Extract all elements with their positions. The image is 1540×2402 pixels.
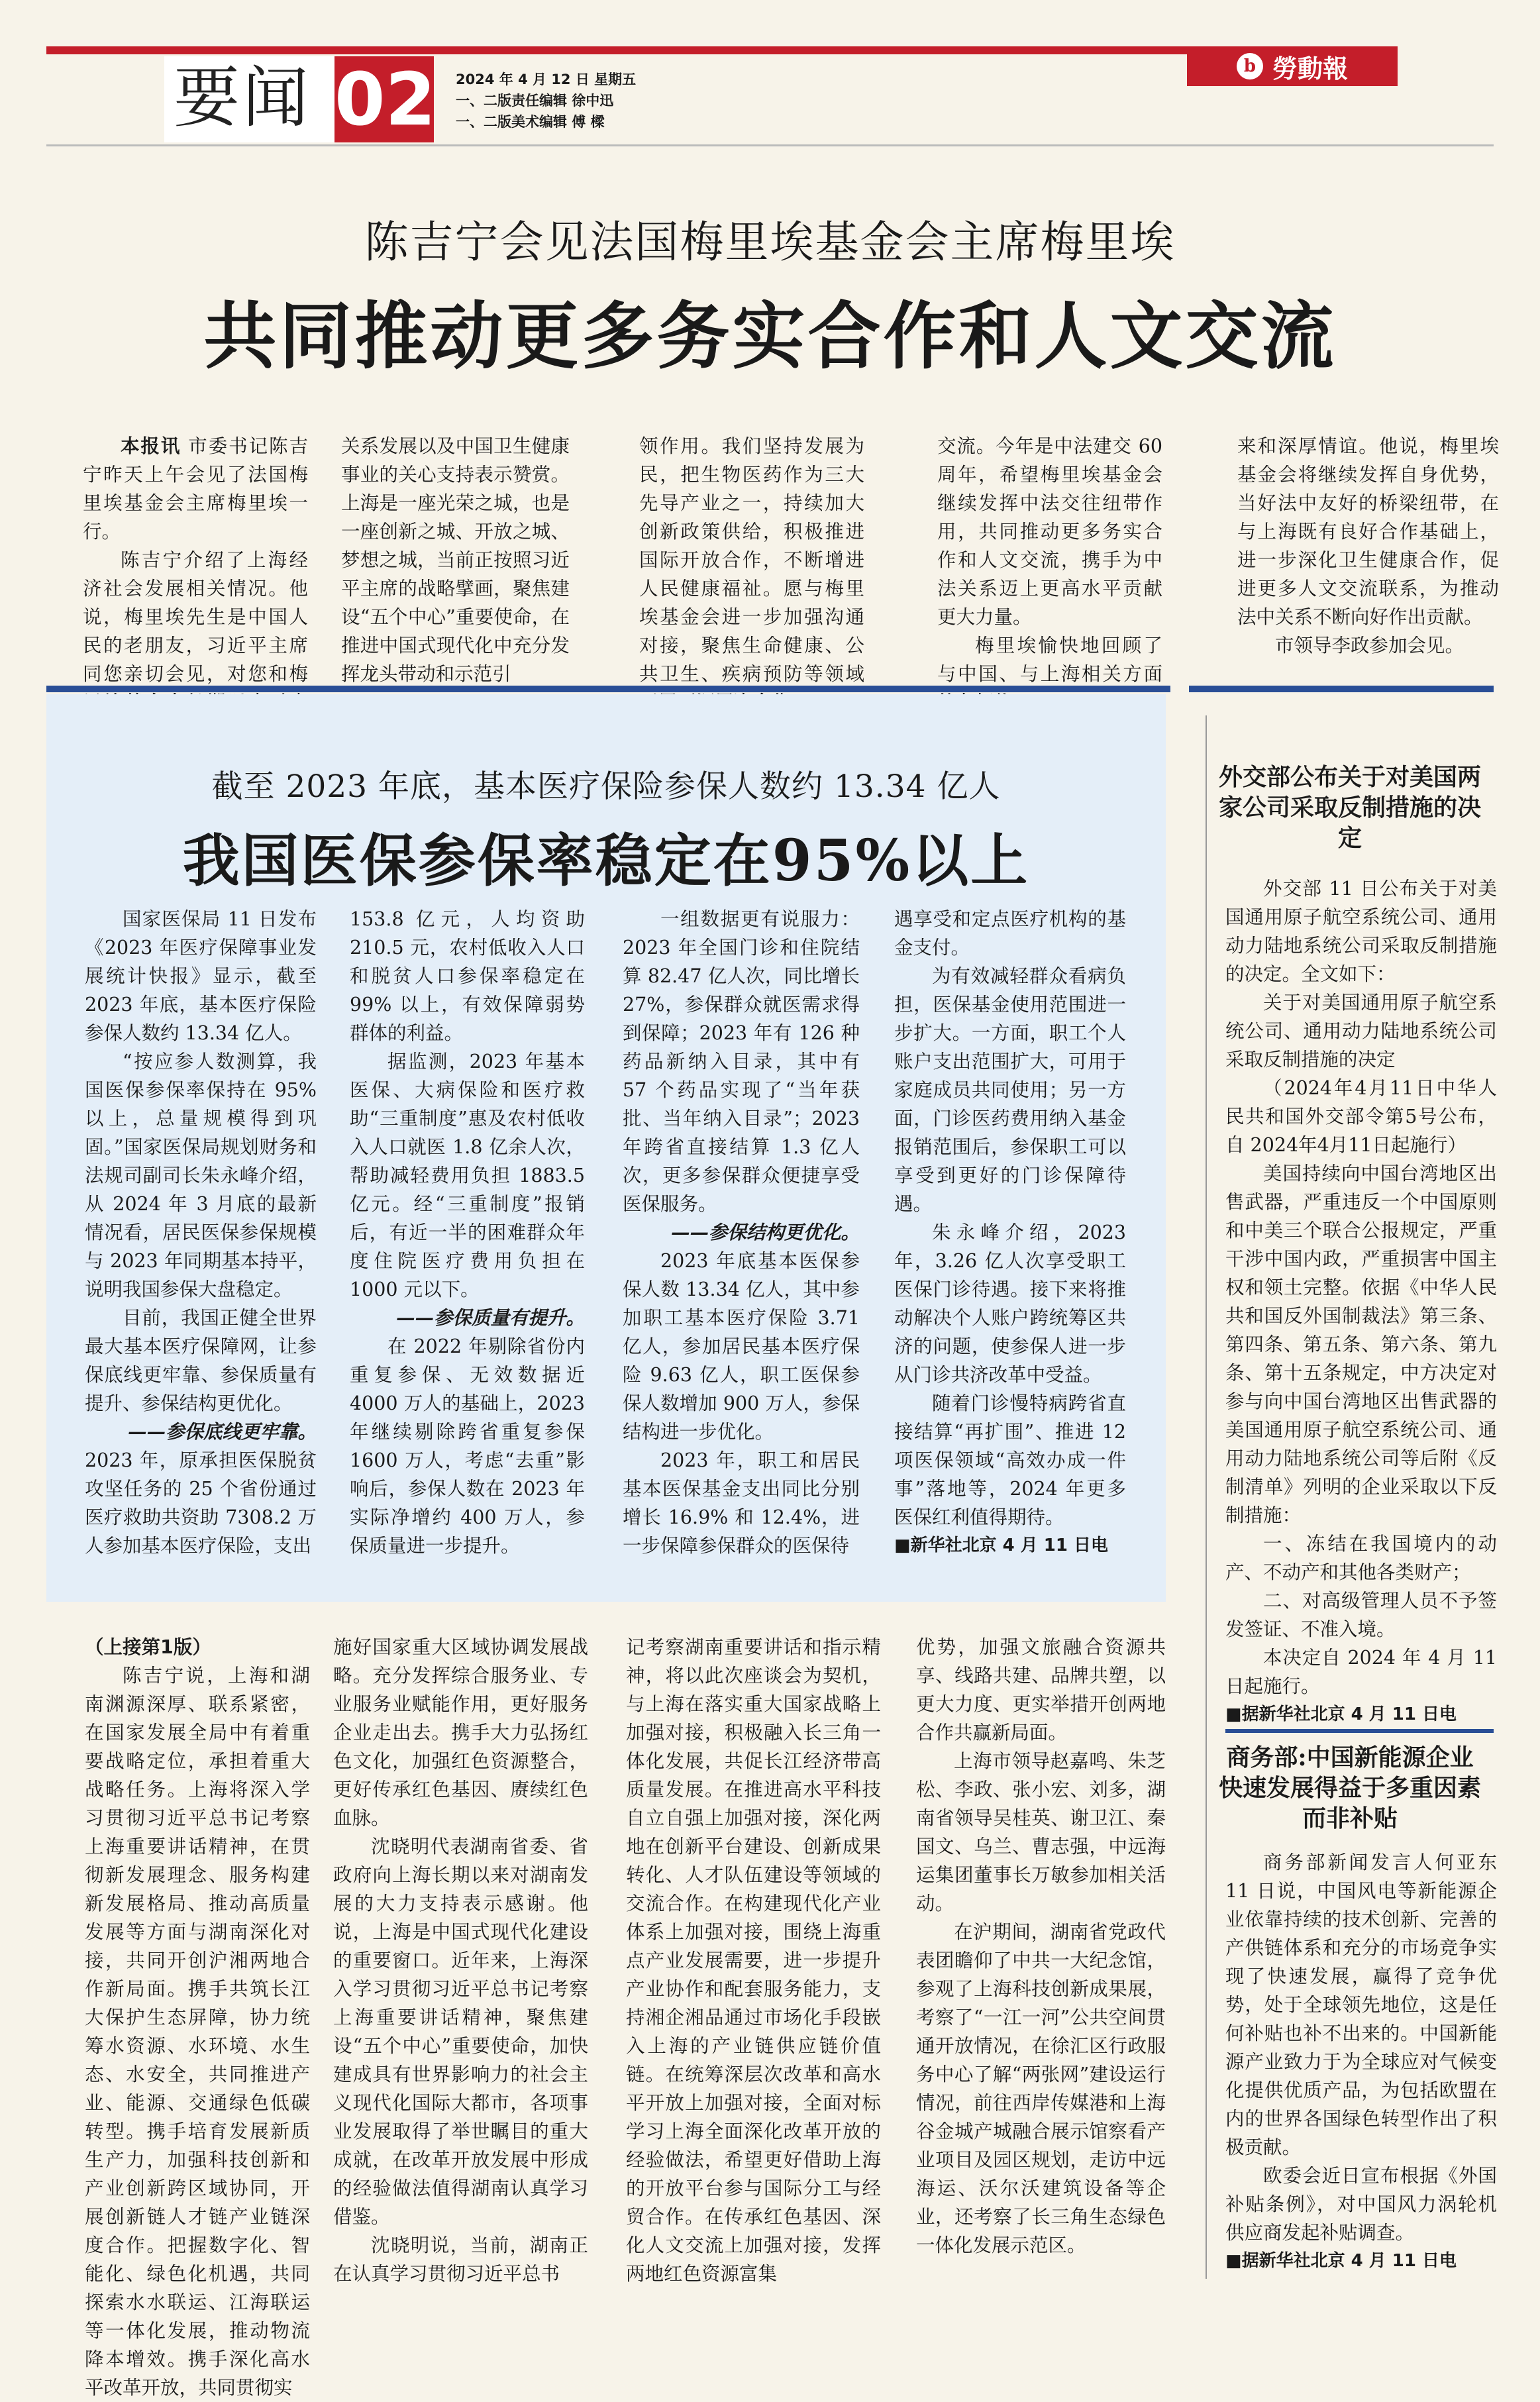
story1-col5 xyxy=(1237,432,1499,660)
story2-top-bar xyxy=(46,686,1170,692)
story2-c4-p3: 朱永峰介绍，2023 年，3.26 亿人次享受职工医保门诊待遇。接下来将推动解决个人账户跨统筹区共济的问题，使参保人进一步从门诊共济改革中受益。 xyxy=(894,1222,1126,1386)
sidebar1-p7: 本决定自 2024 年 4 月 11 日起施行。 xyxy=(1225,1647,1497,1697)
story3-c2a: 施好国家重大区域协调发展战略。充分发挥综合服务业、专业服务业赋能作用，更好服务企业走出去。携手大力弘扬红色文化，加强红色资源整合，更好传承红色基因、赓续红色血脉。 xyxy=(333,1636,588,1829)
story2-headline: 我国医保参保率稳定在95%以上 xyxy=(182,827,1030,894)
sidebar1-title: 外交部公布关于对美国两家公司采取反制措施的决定 xyxy=(1218,763,1481,852)
story3-c4b: 上海市领导赵嘉鸣、朱芝松、李政、张小宏、刘多，湖南省领导吴桂英、谢卫江、秦国文、乌兰、曹志强，中远海运集团董事长万敏参加相关活动。 xyxy=(916,1750,1166,1914)
story1-c2: 关系发展以及中国卫生健康事业的关心支持表示赞赏。上海是一座光荣之城，也是一座创新之城、开放之城、梦想之城，当前正按照习近平主席的战略擘画，聚焦建设“五个中心”重要使命，在推进中国式现代化中充分发挥龙头带动和示范引 xyxy=(341,435,570,685)
story3-label: （上接第1版） xyxy=(85,1636,211,1658)
issue-date: 2024 年 4 月 12 日 星期五 xyxy=(456,72,637,87)
sidebar1-p5: 一、冻结在我国境内的动产、不动产和其他各类财产； xyxy=(1225,1533,1497,1583)
sidebar2-title: 商务部:中国新能源企业快速发展得益于多重因素而非补贴 xyxy=(1218,1744,1481,1832)
story1-subhead: 陈吉宁会见法国梅里埃基金会主席梅里埃 xyxy=(364,217,1176,268)
header-rule xyxy=(46,144,1494,146)
story2-col4 xyxy=(894,905,1126,1560)
story2-col2 xyxy=(350,905,585,1560)
sidebar1-body xyxy=(1225,874,1497,1729)
story2-c3-tail2: 2023 年，职工和居民基本医保基金支出同比分别增长 16.9% 和 12.4%，进一步保障参保群众的医保待 xyxy=(623,1449,860,1557)
page-number: 02 xyxy=(334,57,436,142)
story1-lead: 本报讯 市委书记陈吉宁昨天上午会见了法国梅里埃基金会主席梅里埃一行。 xyxy=(83,435,308,543)
sidebar1-p3: （2024年4月11日中华人民共和国外交部令第5号公布，自 2024年4月11日起施行） xyxy=(1225,1077,1497,1156)
story3-col1 xyxy=(85,1633,310,2402)
sidebar1-sign: ■据新华社北京 4 月 11 日电 xyxy=(1225,1704,1457,1724)
story2-c2-tail: 在 2022 年剔除省份内重复参保、无效数据近 4000 万人的基础上，2023 年继续剔除跨省重复参保 1600 万人，考虑“去重”影响后，参保人数在 2023 年实际净增约 400 万人，参保质量进一步提升。 xyxy=(350,1335,585,1557)
art-editor-credit: 一、二版美术编辑 傅 樑 xyxy=(456,114,605,130)
story1-c3: 领作用。我们坚持发展为民，把生物医药作为三大先导产业之一，持续加大创新政策供给，积极推进国际开放合作，不断增进人民健康福祉。愿与梅里埃基金会进一步加强沟通对接，聚焦生命健康、公共卫生、疾病预防等领域 xyxy=(639,435,864,685)
sidebar1-p4: 美国持续向中国台湾地区出售武器，严重违反一个中国原则和中美三个联合公报规定，严重干涉中国内政，严重损害中国主权和领土完整。依据《中华人民共和国反外国制裁法》第三条、第四条、第五条、第六条、第九条、第十五条规定，中方决定对参与向中国台湾地区出售武器的美国通用原子航空系统公司、通用动力陆地系统公司等后附《反制清单》列明的企业采取以下反制措施： xyxy=(1225,1163,1497,1526)
story2-col1 xyxy=(85,905,317,1560)
story2-subhead: 截至 2023 年底，基本医疗保险参保人数约 13.34 亿人 xyxy=(211,768,1001,805)
story2-c3-tail1: 2023 年底基本医保参保人数 13.34 亿人，其中参加职工基本医疗保险 3.71 亿人，参加居民基本医疗保险 9.63 亿人，职工医保参保人数增加 900 万人，参保结构进一步优化。 xyxy=(623,1250,860,1443)
story2-c4-p1: 遇享受和定点医疗机构的基金支付。 xyxy=(894,908,1126,959)
story1-c5b: 市领导李政参加会见。 xyxy=(1275,635,1464,656)
story3-col2 xyxy=(333,1633,588,2288)
story2-c1-p3: 目前，我国正健全世界最大基本医疗保障网，让参保底线更牢靠、参保质量有提升、参保结构更优化。 xyxy=(85,1307,317,1414)
header-meta xyxy=(456,69,636,132)
story2-c3-p1: 一组数据更有说服力：2023 年全国门诊和住院结算 82.47 亿人次，同比增长 27%，参保群众就医需求得到保障；2023 年有 126 种药品新纳入目录，其中有 57 个药品实现了“当年获批、当年纳入目录”；2023 年跨省直接结算 1.3 亿人次，更多参保群众便捷享受医保服务。 xyxy=(623,908,860,1215)
story2-c1-p2: “按应参人数测算，我国医保参保率保持在 95% 以上，总量规模得到巩固。”国家医保局规划财务和法规司副司长朱永峰介绍，从 2024 年 3 月底的最新情况看，居民医保参保规模与 2023 年同期基本持平，说明我国参保大盘稳定。 xyxy=(85,1051,317,1300)
story3-c1: 陈吉宁说，上海和湖南渊源深厚、联系紧密，在国家发展全局中有着重要战略定位，承担着重大战略任务。上海将深入学习贯彻习近平总书记考察上海重要讲话精神，在贯彻新发展理念、服务构建新发展格局、推动高质量发展等方面与湖南深化对接，共同开创沪湘两地合作新局面。携手共筑长江大保护生态屏障，协力统筹水资源、水环境、水生态、水安全，共同推进产业、能源、交通绿色低碳转型。携手培育发展新质生产力，加强科技创新和产业创新跨区域协同，开展创新链人才链产业链深度合作。把握数字化、智能化、绿色化机遇，共同探索水水联运、江海联运等一体化发展，推动物流降本增效。携手深化高水平改革开放，共同贯彻实 xyxy=(85,1665,310,2399)
story3-c3: 记考察湖南重要讲话和指示精神，将以此次座谈会为契机，与上海在落实重大国家战略上加强对接，积极融入长三角一体化发展，共促长江经济带高质量发展。在推进高水平科技自立自强上加强对接，深化两地在创新平台建设、创新成果转化、人才队伍建设等领域的交流合作。在构建现代化产业体系上加强对接，围绕上海重点产业发展需要，进一步提升产业协作和配套服务能力，支持湘企湘品通过市场化手段嵌入上海的产业链供应链价值链。在统筹深层次改革和高水平开放上加强对接，全面对标学习上海全面深化改革开放的经验做法，希望更好借助上海的开放平台参与国际分工与经贸合作。在传承红色基因、深化人文交流上加强对接，发挥两地红色资源富集 xyxy=(626,1636,881,2285)
sidebar2-body xyxy=(1225,1848,1497,2275)
sidebar-top-bar xyxy=(1189,686,1494,692)
editor-credit: 一、二版责任编辑 徐中迅 xyxy=(456,93,614,109)
story2-c1-byline: ——参保底线更牢靠。 xyxy=(127,1420,317,1443)
story1-c4a: 交流。今年是中法建交 60 周年，希望梅里埃基金会继续发挥中法交往纽带作用，共同推动更多务实合作和人文交流，携手为中法关系迈上更高水平贡献更大力量。 xyxy=(937,435,1162,628)
story2-c2-p2: 据监测，2023 年基本医保、大病保险和医疗救助“三重制度”惠及农村低收入人口就医 1.8 亿余人次，帮助减轻费用负担 1883.5 亿元。经“三重制度”报销后，有近一半的困难群众年度住院医疗费用负担在 1000 元以下。 xyxy=(350,1051,585,1300)
story1-col2 xyxy=(341,432,570,688)
sidebar2-p2: 欧委会近日宣布根据《外国补贴条例》，对中国风力涡轮机供应商发起补贴调查。 xyxy=(1225,2165,1497,2244)
story1-col4 xyxy=(937,432,1162,717)
story3-c2c: 沈晓明说，当前，湖南正在认真学习贯彻习近平总书 xyxy=(333,2234,588,2285)
story2-c4-p4: 随着门诊慢特病跨省直接结算“再扩围”、推进 12 项医保领域“高效办成一件事”落地等，2024 年更多医保红利值得期待。 xyxy=(894,1392,1126,1528)
story2-c1-tail: 2023 年，原承担医保脱贫攻坚任务的 25 个省份通过医疗救助共资助 7308.2 万人参加基本医疗保险，支出 xyxy=(85,1449,317,1557)
story2-sign: ■新华社北京 4 月 11 日电 xyxy=(894,1536,1109,1555)
story2-c1-p1: 国家医保局 11 日发布《2023 年医疗保障事业发展统计快报》显示，截至 2023 年底，基本医疗保险参保人数约 13.34 亿人。 xyxy=(85,908,317,1044)
sidebar2-sign: ■据新华社北京 4 月 11 日电 xyxy=(1225,2251,1457,2271)
story1-headline: 共同推动更多务实合作和人文交流 xyxy=(203,293,1337,379)
logo-text: 勞動報 xyxy=(1272,53,1348,83)
story2-c2-p1: 153.8 亿元，人均资助 210.5 元，农村低收入人口和脱贫人口参保率稳定在 99% 以上，有效保障弱势群体的利益。 xyxy=(350,908,585,1044)
sidebar1-p2: 关于对美国通用原子航空系统公司、通用动力陆地系统公司采取反制措施的决定 xyxy=(1225,992,1497,1070)
story2-c4-p2: 为有效减轻群众看病负担，医保基金使用范围进一步扩大。一方面，职工个人账户支出范围扩大，可用于家庭成员共同使用；另一方面，门诊医药费用纳入基金报销范围后，参保职工可以享受到更好的门诊保障待遇。 xyxy=(894,965,1126,1215)
story1-c4b: 梅里埃愉快地回顾了与中国、与上海相关方面 xyxy=(937,635,1162,685)
story2-c2-byline: ——参保质量有提升。 xyxy=(395,1306,585,1329)
section-name: 要闻 xyxy=(174,59,311,136)
story3-col3 xyxy=(626,1633,881,2288)
sidebar-divider xyxy=(1206,715,1207,2279)
lead-label: 本报讯 xyxy=(121,435,181,457)
story3-col4 xyxy=(916,1633,1166,2260)
logo-icon: b xyxy=(1237,53,1263,79)
story3-c4a: 优势，加强文旅融合资源共享、线路共建、品牌共塑，以更大力度、更实举措开创两地合作共赢新局面。 xyxy=(916,1636,1166,1744)
story1-c5a: 来和深厚情谊。他说，梅里埃基金会将继续发挥自身优势，当好法中友好的桥梁纽带，在与上海既有良好合作基础上，进一步深化卫生健康合作，促进更多人文交流联系，为推动法中关系不断向好作出贡献。 xyxy=(1237,435,1499,628)
sidebar1-p1: 外交部 11 日公布关于对美国通用原子航空系统公司、通用动力陆地系统公司采取反制措施的决定。全文如下： xyxy=(1225,878,1497,985)
story1-col3 xyxy=(639,432,864,717)
story2-c3-byline: ——参保结构更优化。 xyxy=(670,1221,860,1243)
story3-c2b: 沈晓明代表湖南省委、省政府向上海长期以来对湖南发展的大力支持表示感谢。他说，上海是中国式现代化建设的重要窗口。近年来，上海深入学习贯彻习近平总书记考察上海重要讲话精神，聚焦建设“五个中心”重要使命，加快建成具有世界影响力的社会主义现代化国际大都市，各项事业发展取得了举世瞩目的重大成就，在改革开放发展中形成的经验做法值得湖南认真学习借鉴。 xyxy=(333,1836,588,2228)
newspaper-logo xyxy=(1187,46,1398,86)
story3-c4c: 在沪期间，湖南省党政代表团瞻仰了中共一大纪念馆，参观了上海科技创新成果展，考察了“一江一河”公共空间贯通开放情况，在徐汇区行政服务中心了解“两张网”建设运行情况，前往西岸传媒港和上海谷金城产城融合展示馆察看产业项目及园区规划，走访中远海运、沃尔沃建筑设备等企业，还考察了长三角生态绿色一体化发展示范区。 xyxy=(916,1921,1166,2256)
sidebar2-p1: 商务部新闻发言人何亚东 11 日说，中国风电等新能源企业依靠持续的技术创新、完善的产供链体系和充分的市场竞争实现了快速发展，赢得了竞争优势，处于全球领先地位，这是任何补贴也补不出来的。中国新能源产业致力于为全球应对气候变化提供优质产品，为包括欧盟在内的世界各国绿色转型作出了积极贡献。 xyxy=(1225,1852,1497,2158)
sidebar1-p6: 二、对高级管理人员不予签发签证、不准入境。 xyxy=(1225,1590,1497,1640)
sidebar2-rule xyxy=(1225,1729,1494,1733)
story2-col3 xyxy=(623,905,860,1560)
story1-p2: 陈吉宁介绍了上海经济社会发展相关情况。他说，梅里埃先生是中国人民的老朋友，习近平主席同您亲切会见，对您和梅 xyxy=(83,549,308,685)
